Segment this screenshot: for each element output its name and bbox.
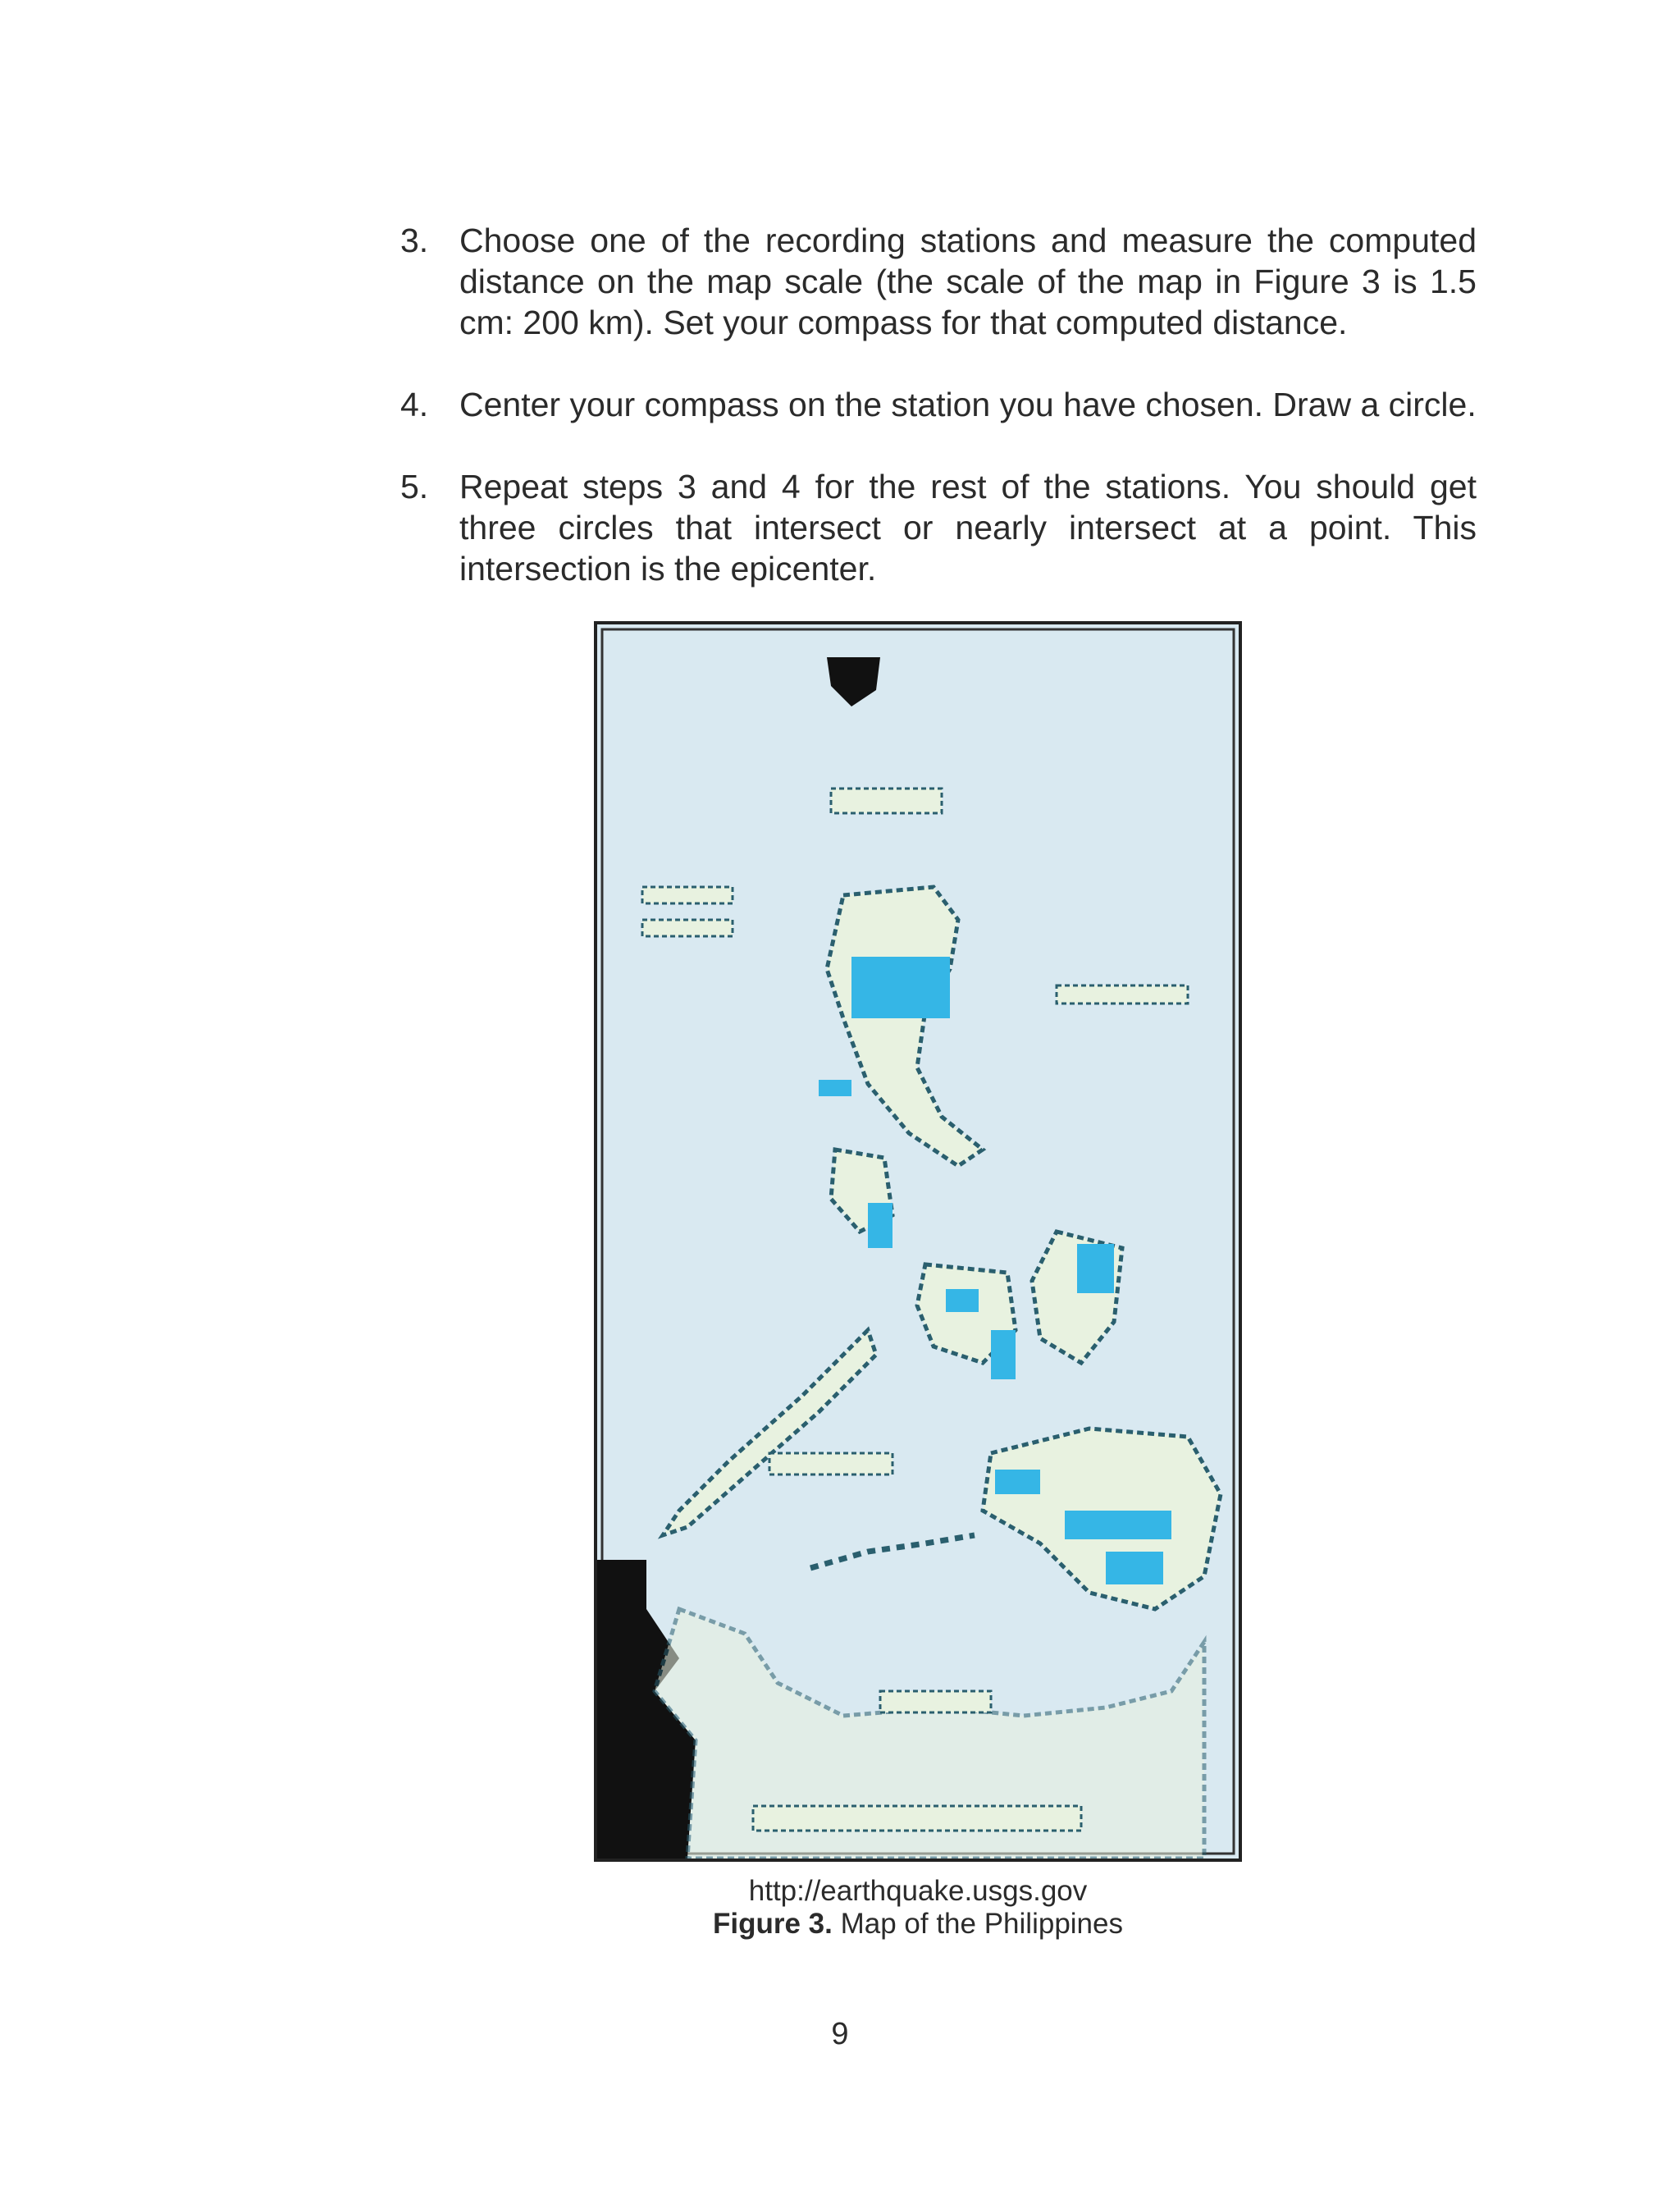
step-number: 3. <box>400 222 429 259</box>
figure-title: Map of the Philippines <box>840 1908 1123 1940</box>
step-item <box>400 220 1477 343</box>
step-text: Center your compass on the station you have chosen. Draw a circle. <box>459 386 1477 423</box>
philippines-map-figure <box>594 621 1242 1862</box>
philippines-map-image <box>597 624 1239 1859</box>
step-text: Repeat steps 3 and 4 for the rest of the stations. You should get three circles that intersect or nearly intersect at a point. This intersection is the epicenter. <box>459 468 1477 588</box>
figure-source: http://earthquake.usgs.gov <box>748 1875 1088 1907</box>
step-number: 4. <box>400 386 429 423</box>
figure-label: Figure 3. <box>713 1908 833 1940</box>
page-number: 9 <box>831 2017 849 2051</box>
figure-caption <box>594 1907 1242 1941</box>
step-text: Choose one of the recording stations and measure the computed distance on the map scale (the scale of the map in Figure 3 is 1.5 cm: 200 km). Set your compass for that computed distance. <box>459 222 1477 341</box>
step-item <box>400 384 1477 425</box>
step-number: 5. <box>400 468 429 505</box>
instruction-list <box>400 220 1477 630</box>
step-item <box>400 466 1477 589</box>
